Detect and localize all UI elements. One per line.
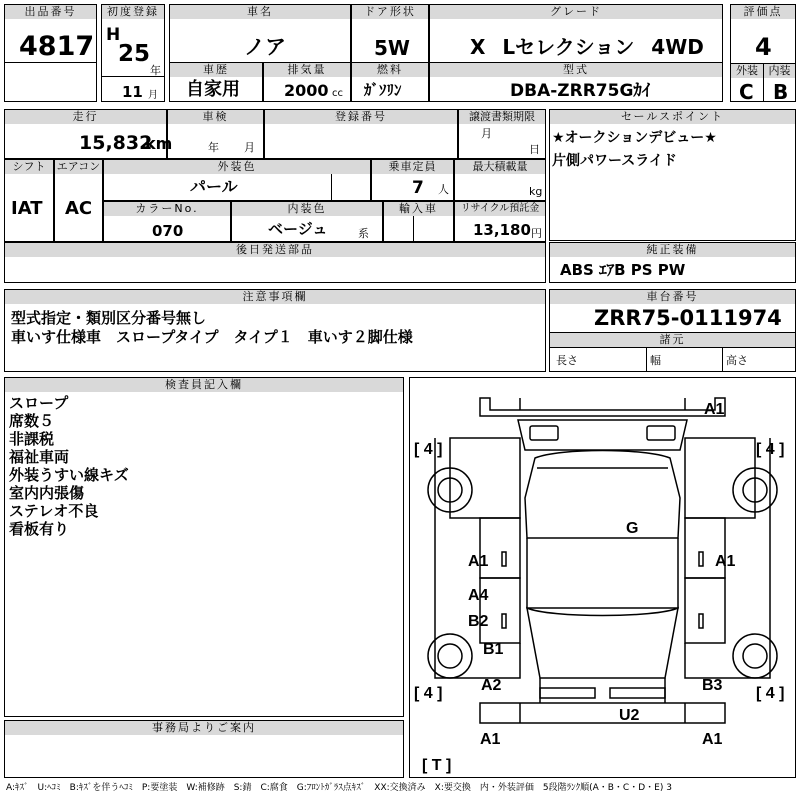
office-box — [4, 720, 404, 778]
door-type: 5W — [374, 36, 410, 60]
month-unit: 月 — [148, 90, 158, 101]
int-label: 内装 — [764, 64, 795, 78]
mileage: 15,832 — [79, 132, 153, 154]
sales-line-2: 片側パワースライド — [552, 153, 677, 169]
reg-year: 25 — [118, 41, 151, 67]
lot-box — [4, 4, 97, 102]
interior: ベージュ — [268, 220, 328, 238]
spec-width: 幅 — [650, 354, 661, 367]
model-label: 型式 — [430, 63, 722, 77]
transfer-day: 日 — [529, 143, 540, 156]
capacity: 7 — [412, 178, 424, 198]
mark-front-bumper: A1 — [704, 401, 725, 418]
history: 自家用 — [186, 79, 240, 100]
fuel-label: 燃料 — [352, 63, 428, 77]
inspector-line: 非課税 — [9, 430, 55, 448]
inspector-line: 席数５ — [9, 412, 55, 430]
spec-label: 諸元 — [550, 332, 795, 347]
notes-box — [4, 289, 546, 372]
model: DBA-ZRR75Gｶｲ — [510, 81, 651, 101]
displacement-unit: cc — [332, 88, 343, 99]
sales-label: セールスポイント — [550, 110, 795, 124]
inspection-year: 年 — [208, 141, 219, 154]
displacement-box — [263, 62, 351, 102]
ac: AC — [65, 198, 93, 219]
ext-label: 外装 — [731, 64, 763, 78]
regno-box — [264, 109, 458, 159]
recycle-box — [454, 201, 546, 242]
chassis-label: 車台番号 — [550, 290, 795, 304]
mark-tire-rl: [ 4 ] — [414, 685, 443, 702]
shift-label: シフト — [5, 160, 53, 174]
mark-rocker-l: B1 — [483, 641, 504, 658]
shift-box — [4, 159, 54, 242]
mark-quarter-r: B3 — [702, 677, 723, 694]
ac-label: エアコン — [56, 160, 101, 173]
inspector-label: 検査員記入欄 — [5, 378, 403, 392]
reg-month: 11 — [122, 83, 143, 101]
recycle: 13,180 — [473, 221, 531, 239]
spec-length: 長さ — [556, 354, 578, 367]
car-name: ノア — [244, 35, 286, 59]
score-box — [730, 4, 796, 102]
inspection-month: 月 — [244, 141, 255, 154]
lot-number: 4817 — [19, 31, 95, 62]
mark-front-door-l: A1 — [468, 553, 489, 570]
notes-line-2: 車いす仕様車 スロープタイプ タイプ１ 車いす２脚仕様 — [11, 328, 413, 346]
inspector-notes — [9, 394, 129, 538]
chassis-box — [549, 289, 796, 372]
car-outline — [410, 378, 795, 777]
recycle-unit: 円 — [531, 227, 542, 240]
import-label: 輸入車 — [384, 202, 453, 216]
interior-unit: 系 — [358, 227, 369, 240]
fuel: ｶﾞｿﾘﾝ — [364, 81, 402, 99]
inspector-box — [4, 377, 404, 717]
mark-tire-fr: [ 4 ] — [756, 441, 785, 458]
first-reg-label: 初度登録 — [102, 5, 164, 19]
era: H — [106, 25, 121, 45]
legend: A:ｷｽﾞ U:ﾍｺﾐ B:ｷｽﾞを伴うﾍｺﾐ P:要塗装 W:補修跡 S:錆 C:腐食 G:ﾌﾛﾝﾄｶﾞﾗｽ点ｷｽﾞ XX:交換済み X:要交換 内・外装評価 5段階ﾗﾝｸ順(A・B・C・D・E) 3 — [6, 783, 672, 793]
load-box — [454, 159, 546, 201]
ac-box — [54, 159, 103, 242]
mark-front-door-r: A1 — [715, 553, 736, 570]
color-label: 外装色 — [104, 160, 370, 174]
spec-height: 高さ — [726, 354, 748, 367]
year-unit: 年 — [150, 64, 161, 77]
capacity-box — [371, 159, 454, 201]
transfer-month: 月 — [481, 127, 492, 140]
inspector-line: 看板有り — [9, 520, 70, 538]
history-box — [169, 62, 263, 102]
ext-grade: C — [739, 80, 754, 104]
interior-box — [231, 201, 383, 242]
mark-windshield: G — [626, 520, 639, 537]
sales-line-1: ★オークションデビュー★ — [552, 130, 717, 146]
mark-rear-glass: U2 — [619, 707, 640, 724]
door-label: ドア形状 — [352, 5, 428, 19]
fuel-box — [351, 62, 429, 102]
inspector-line: 外装うすい線キズ — [9, 466, 129, 484]
mark-rear-door-l1: A4 — [468, 587, 489, 604]
color: パール — [190, 177, 238, 196]
first-registration-box — [101, 4, 165, 102]
inspector-line: 室内内張傷 — [9, 484, 85, 502]
sales-box — [549, 109, 796, 241]
load-unit: kg — [529, 185, 543, 198]
transfer-box — [458, 109, 546, 159]
equipment-label: 純正装備 — [550, 243, 795, 257]
colorno-label: カラーNo. — [104, 202, 230, 216]
recycle-label: リサイクル預託金 — [455, 202, 545, 216]
displacement-label: 排気量 — [264, 63, 350, 77]
interior-label: 内装色 — [232, 202, 382, 216]
notes-label: 注意事項欄 — [5, 290, 545, 304]
mark-tire-rr: [ 4 ] — [756, 685, 785, 702]
mileage-label: 走行 — [5, 110, 166, 124]
model-box — [429, 62, 723, 102]
mileage-box — [4, 109, 173, 159]
mileage-unit: km — [145, 134, 173, 153]
inspector-line: スロープ — [9, 394, 69, 412]
office-label: 事務局よりご案内 — [5, 721, 403, 735]
mark-rear-bumper-l: A1 — [480, 731, 501, 748]
int-grade: B — [773, 80, 789, 104]
score-label: 評価点 — [731, 5, 795, 19]
history-label: 車歴 — [170, 63, 262, 77]
equipment-box — [549, 242, 796, 283]
lot-label: 出品番号 — [5, 5, 96, 19]
mark-trunk: [ T ] — [422, 757, 452, 774]
mark-rear-door-l2: B2 — [468, 613, 489, 630]
transfer-label: 譲渡書類期限 — [459, 110, 545, 124]
regno-label: 登録番号 — [265, 110, 457, 124]
displacement: 2000 — [284, 81, 329, 100]
grade: X Lセレクション 4WD — [470, 35, 704, 59]
mark-quarter-l: A2 — [481, 677, 502, 694]
import-box — [383, 201, 454, 242]
name-label: 車名 — [170, 5, 350, 19]
capacity-unit: 人 — [438, 183, 449, 196]
colorno: 070 — [152, 222, 184, 240]
score: 4 — [755, 33, 772, 61]
later-parts-box — [4, 242, 546, 283]
load-label: 最大積載量 — [455, 160, 545, 174]
shift: IAT — [11, 198, 43, 219]
inspector-line: ステレオ不良 — [9, 502, 99, 520]
later-parts-label: 後日発送部品 — [5, 243, 545, 257]
equipment: ABS ｴｱB PS PW — [560, 261, 686, 279]
inspector-line: 福祉車両 — [9, 448, 70, 466]
notes-line-1: 型式指定・類別区分番号無し — [11, 309, 207, 327]
mark-tire-fl: [ 4 ] — [414, 441, 443, 458]
inspection-box — [167, 109, 264, 159]
inspection-label: 車検 — [168, 110, 263, 124]
mark-rear-bumper-r: A1 — [702, 731, 723, 748]
damage-diagram — [409, 377, 796, 778]
chassis-number: ZRR75-0111974 — [594, 306, 782, 330]
colorno-box — [103, 201, 231, 242]
color-box — [103, 159, 371, 201]
grade-label: グレード — [430, 5, 722, 19]
capacity-label: 乗車定員 — [372, 160, 453, 174]
